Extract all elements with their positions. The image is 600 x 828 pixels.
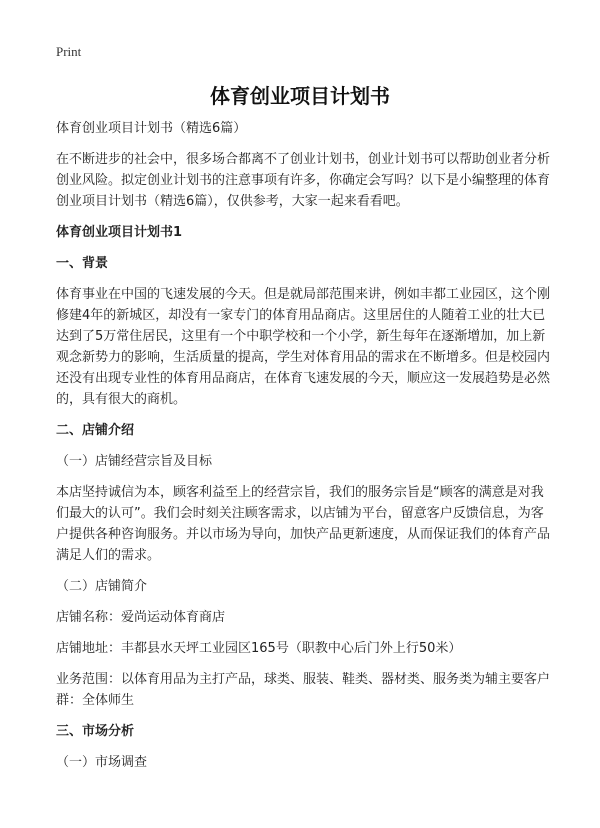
shop-address: 店铺地址：丰都县水天坪工业园区165号（职教中心后门外上行50米） bbox=[56, 641, 462, 656]
shop-scope: 业务范围：以体育用品为主打产品，球类、服装、鞋类、器材类、服务类为辅主要客户群：全体师生 bbox=[56, 672, 551, 708]
section-heading-shop-intro: 二、店铺介绍 bbox=[56, 423, 135, 438]
print-link[interactable]: Print bbox=[56, 44, 82, 59]
subheading-shop-purpose: （一）店铺经营宗旨及目标 bbox=[56, 454, 213, 469]
shop-purpose-paragraph: 本店坚持诚信为本，顾客利益至上的经营宗旨，我们的服务宗旨是“顾客的满意是对我们最大的认可”。我们会时刻关注顾客需求，以店铺为平台，留意客户反馈信息，为客户提供各种咨询服务。并以市场为导向，加快产品更新速度，从而保证我们的体育产品满足人们的需求。 bbox=[56, 485, 551, 563]
intro-paragraph: 在不断进步的社会中，很多场合都离不了创业计划书，创业计划书可以帮助创业者分析创业风险。拟定创业计划书的注意事项有许多，你确定会写吗？以下是小编整理的体育创业项目计划书（精选6篇），仅供参考，大家一起来看看吧。 bbox=[56, 152, 551, 209]
document-title: 体育创业项目计划书 bbox=[210, 84, 390, 108]
shop-name: 店铺名称：爱尚运动体育商店 bbox=[56, 610, 226, 625]
plan-title: 体育创业项目计划书1 bbox=[56, 225, 183, 240]
document-body bbox=[56, 118, 552, 783]
document-subtitle: 体育创业项目计划书（精选6篇） bbox=[56, 121, 247, 136]
background-paragraph: 体育事业在中国的飞速发展的今天。但是就局部范围来讲，例如丰都工业园区，这个刚修建4年的新城区，却没有一家专门的体育用品商店。这里居住的人随着工业的壮大已达到了5万常住居民，这里有一个中职学校和一个小学，新生每年在逐渐增加，加上新观念新势力的影响，生活质量的提高，学生对体育用品的需求在不断增多。但是校园内还没有出现专业性的体育用品商店，在体育飞速发展的今天，顺应这一发展趋势是必然的，具有很大的商机。 bbox=[56, 287, 551, 407]
subheading-market-survey: （一）市场调查 bbox=[56, 755, 148, 770]
subheading-shop-profile: （二）店铺简介 bbox=[56, 579, 148, 594]
section-heading-market-analysis: 三、市场分析 bbox=[56, 724, 135, 739]
section-heading-background: 一、背景 bbox=[56, 256, 109, 271]
